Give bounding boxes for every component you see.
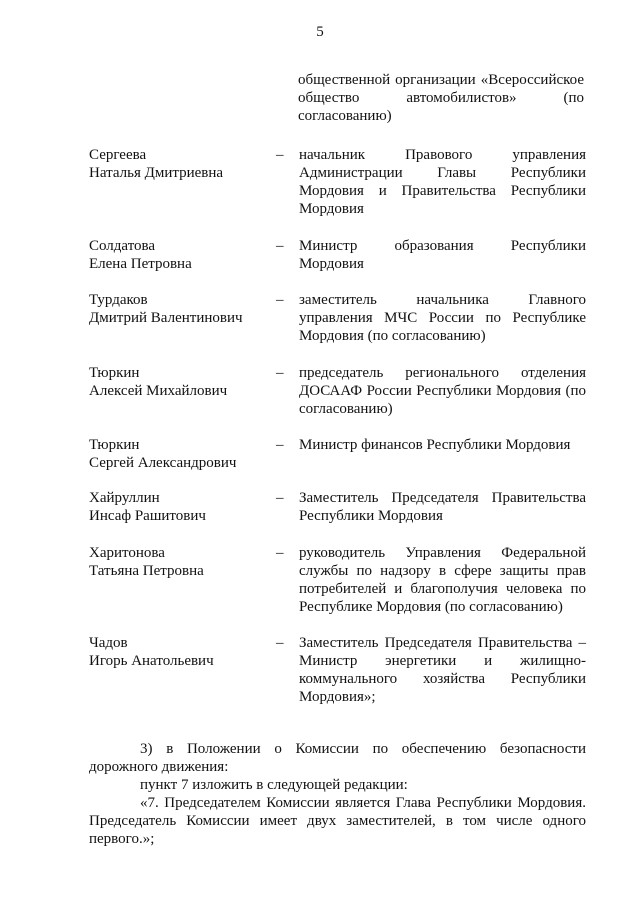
member-role: председатель регионального отделения ДОСААФ России Республики Мордовия (по согласованию)	[299, 365, 586, 417]
member-surname: Солдатова	[89, 238, 156, 254]
separator-dash: –	[276, 238, 284, 254]
separator-dash: –	[276, 490, 284, 506]
member-role: Заместитель Председателя Правительства – Министр энергетики и жилищно-коммунального хозяйства Республики Мордовия»;	[299, 635, 586, 705]
member-role: начальник Правового управления Администрации Главы Республики Мордовия и Правительства Республики Мордовия	[299, 147, 586, 217]
member-given-name: Елена Петровна	[89, 256, 192, 272]
body-paragraph: «7. Председателем Комиссии является Глава Республики Мордовия. Председатель Комиссии имеет двух заместителей, в том числе одного первого.»;	[89, 795, 586, 847]
member-given-name: Сергей Александрович	[89, 455, 237, 471]
member-surname: Турдаков	[89, 292, 148, 308]
separator-dash: –	[276, 365, 284, 381]
separator-dash: –	[276, 635, 284, 651]
member-given-name: Татьяна Петровна	[89, 563, 204, 579]
member-surname: Сергеева	[89, 147, 147, 163]
body-paragraph: 3) в Положении о Комиссии по обеспечению безопасности дорожного движения:	[89, 741, 586, 775]
member-role: заместитель начальника Главного управления МЧС России по Республике Мордовия (по согласованию)	[299, 292, 586, 344]
page-number: 5	[316, 24, 324, 40]
member-name	[89, 489, 269, 525]
member-given-name: Инсаф Рашитович	[89, 508, 206, 524]
member-name	[89, 364, 269, 400]
member-role: Заместитель Председателя Правительства Республики Мордовия	[299, 490, 586, 524]
member-name	[89, 436, 269, 472]
member-role: Министр финансов Республики Мордовия	[299, 437, 571, 453]
member-name	[89, 291, 269, 327]
member-surname: Чадов	[89, 635, 128, 651]
member-name	[89, 634, 269, 670]
member-role: руководитель Управления Федеральной службы по надзору в сфере защиты прав потребителей и благополучия человека по Республике Мордовия (по согласованию)	[299, 545, 586, 615]
separator-dash: –	[276, 437, 284, 453]
member-given-name: Алексей Михайлович	[89, 383, 228, 399]
member-name	[89, 544, 269, 580]
member-surname: Тюркин	[89, 437, 140, 453]
member-role: Министр образования Республики Мордовия	[299, 238, 586, 272]
member-given-name: Наталья Дмитриевна	[89, 165, 224, 181]
continuation-text: общественной организации «Всероссийское общество автомобилистов» (по согласованию)	[298, 72, 584, 124]
body-paragraph: пункт 7 изложить в следующей редакции:	[140, 777, 408, 793]
member-surname: Харитонова	[89, 545, 165, 561]
member-given-name: Дмитрий Валентинович	[89, 310, 243, 326]
member-surname: Хайруллин	[89, 490, 160, 506]
body-paragraphs	[89, 740, 586, 848]
separator-dash: –	[276, 545, 284, 561]
member-name	[89, 237, 269, 273]
member-surname: Тюркин	[89, 365, 140, 381]
separator-dash: –	[276, 147, 284, 163]
member-name	[89, 146, 269, 182]
separator-dash: –	[276, 292, 284, 308]
member-given-name: Игорь Анатольевич	[89, 653, 214, 669]
